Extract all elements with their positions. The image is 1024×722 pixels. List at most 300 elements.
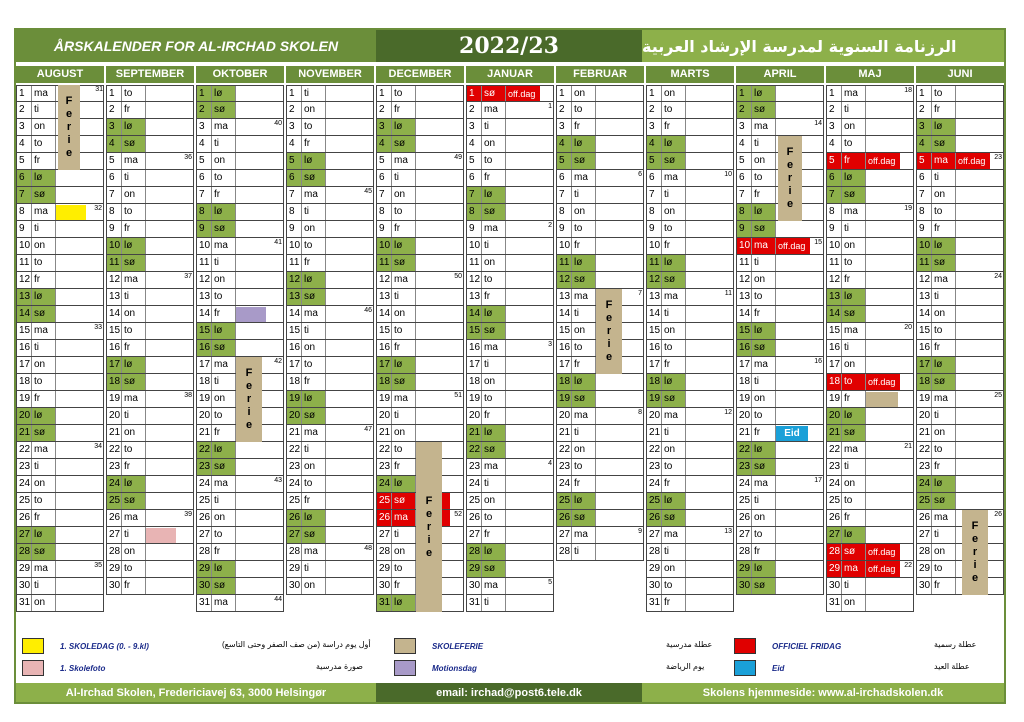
weekday: sø — [122, 493, 146, 509]
day-number: 17 — [827, 357, 842, 373]
day-row — [736, 323, 824, 340]
day-number: 17 — [737, 357, 752, 373]
weekday: fr — [572, 238, 596, 254]
day-number: 11 — [197, 255, 212, 271]
day-number: 24 — [557, 476, 572, 492]
ferie-block — [596, 289, 622, 374]
day-note — [236, 578, 270, 594]
weekday: fr — [482, 289, 506, 305]
day-number: 14 — [647, 306, 662, 322]
weekday: ti — [752, 374, 776, 390]
week-number — [720, 119, 733, 135]
day-number: 3 — [827, 119, 842, 135]
day-number: 7 — [467, 187, 482, 203]
ferie-letter: e — [971, 533, 979, 545]
day-number: 2 — [377, 102, 392, 118]
day-note — [506, 340, 540, 356]
day-row — [196, 476, 284, 493]
day-note — [56, 323, 90, 339]
day-number: 3 — [647, 119, 662, 135]
weekday: ma — [122, 153, 146, 169]
week-number — [630, 391, 643, 407]
week-number — [270, 578, 283, 594]
day-number: 22 — [287, 442, 302, 458]
week-number — [360, 170, 373, 186]
week-number — [270, 221, 283, 237]
week-number — [810, 102, 823, 118]
week-number — [360, 86, 373, 101]
day-note — [56, 561, 90, 577]
week-number — [450, 561, 463, 577]
day-note — [416, 204, 450, 220]
weekday: fr — [482, 170, 506, 186]
day-row — [466, 510, 554, 527]
day-row — [286, 544, 374, 561]
day-note: off.dag — [868, 156, 896, 166]
week-number — [360, 357, 373, 373]
day-note — [236, 153, 270, 169]
day-number: 14 — [17, 306, 32, 322]
weekday: ti — [302, 442, 326, 458]
week-number — [900, 391, 913, 407]
day-row — [196, 510, 284, 527]
weekday: on — [392, 425, 416, 441]
week-number — [270, 102, 283, 118]
legend-official-ar-label: عطلة رسمية — [934, 640, 977, 649]
week-number — [270, 272, 283, 288]
weekday: on — [212, 391, 236, 407]
weekday: on — [392, 544, 416, 560]
weekday: sø — [842, 187, 866, 203]
week-number — [90, 544, 103, 560]
week-number — [540, 595, 553, 611]
day-row — [826, 425, 914, 442]
day-number: 29 — [827, 561, 842, 577]
day-row — [376, 425, 464, 442]
day-row — [736, 493, 824, 510]
week-number: 4 — [548, 460, 552, 467]
day-number: 30 — [647, 578, 662, 594]
weekday: lø — [482, 187, 506, 203]
week-number — [180, 238, 193, 254]
week-number — [540, 238, 553, 254]
day-note — [596, 221, 630, 237]
day-row — [466, 238, 554, 255]
title-left: ÅRSKALENDER FOR AL-IRCHAD SKOLEN — [16, 30, 376, 62]
day-row — [916, 102, 1004, 119]
day-note — [146, 493, 180, 509]
day-row — [646, 425, 734, 442]
day-number: 6 — [17, 170, 32, 186]
day-note — [866, 187, 900, 203]
day-number: 14 — [827, 306, 842, 322]
day-row — [196, 561, 284, 578]
day-number: 28 — [917, 544, 932, 560]
weekday: sø — [212, 459, 236, 475]
day-note — [326, 391, 360, 407]
weekday: ti — [662, 306, 686, 322]
day-number: 12 — [377, 272, 392, 288]
weekday: ti — [122, 289, 146, 305]
day-note — [686, 187, 720, 203]
day-number: 9 — [17, 221, 32, 237]
weekday: lø — [32, 408, 56, 424]
day-row — [376, 374, 464, 391]
week-number — [720, 306, 733, 322]
footer-email[interactable]: email: irchad@post6.tele.dk — [376, 683, 642, 702]
day-number: 15 — [647, 323, 662, 339]
week-number — [540, 561, 553, 577]
week-number — [630, 204, 643, 220]
red-swatch — [734, 638, 756, 654]
day-number: 28 — [377, 544, 392, 560]
ferie-letter: r — [972, 546, 978, 558]
week-number — [630, 119, 643, 135]
day-number: 26 — [17, 510, 32, 526]
weekday: ma — [392, 391, 416, 407]
day-number: 1 — [827, 86, 842, 101]
day-row — [646, 221, 734, 238]
day-note — [416, 86, 450, 101]
week-number — [900, 119, 913, 135]
weekday: fr — [572, 119, 596, 135]
week-number — [360, 527, 373, 543]
weekday: to — [932, 86, 956, 101]
day-row — [16, 374, 104, 391]
weekday: sø — [572, 391, 596, 407]
week-number: 8 — [638, 409, 642, 416]
day-row — [646, 187, 734, 204]
day-row — [736, 272, 824, 289]
weekday: fr — [122, 459, 146, 475]
day-row — [646, 578, 734, 595]
day-row — [16, 510, 104, 527]
day-note — [956, 289, 990, 305]
week-number — [180, 442, 193, 458]
week-number — [630, 340, 643, 356]
weekday: on — [662, 442, 686, 458]
week-number — [630, 323, 643, 339]
footer-website[interactable]: Skolens hjemmeside: www.al-irchadskolen.dk — [642, 683, 1004, 702]
day-note — [596, 153, 630, 169]
weekday: ti — [122, 527, 146, 543]
weekday: lø — [482, 425, 506, 441]
day-row — [16, 289, 104, 306]
day-number: 17 — [17, 357, 32, 373]
weekday: lø — [32, 170, 56, 186]
day-note — [56, 442, 90, 458]
day-number: 21 — [827, 425, 842, 441]
week-number: 52 — [450, 510, 463, 526]
day-note — [776, 544, 810, 560]
week-number — [90, 170, 103, 186]
weekday: fr — [32, 510, 56, 526]
day-row — [826, 442, 914, 459]
day-note — [866, 357, 900, 373]
day-note — [56, 306, 90, 322]
weekday: ti — [302, 323, 326, 339]
day-row — [466, 544, 554, 561]
weekday: fr — [212, 187, 236, 203]
weekday: on — [662, 204, 686, 220]
weekday: ti — [122, 170, 146, 186]
day-row — [556, 527, 644, 544]
day-row — [736, 510, 824, 527]
weekday: ma — [122, 391, 146, 407]
day-row — [466, 255, 554, 272]
weekday: fr — [662, 595, 686, 611]
weekday: ti — [392, 408, 416, 424]
blue-swatch — [734, 660, 756, 676]
week-number — [540, 187, 553, 203]
weekday: to — [932, 442, 956, 458]
day-note — [146, 136, 180, 152]
day-number: 4 — [917, 136, 932, 152]
day-row — [826, 340, 914, 357]
day-number: 1 — [557, 86, 572, 101]
day-number: 23 — [107, 459, 122, 475]
day-number: 2 — [917, 102, 932, 118]
legend-first-day-label: 1. SKOLEDAG (0. - 9.kl) — [60, 641, 149, 651]
week-number — [630, 544, 643, 560]
week-number: 17 — [814, 477, 822, 484]
day-row — [646, 544, 734, 561]
day-number: 18 — [737, 374, 752, 390]
day-row — [916, 255, 1004, 272]
week-number: 13 — [724, 528, 732, 535]
day-number: 3 — [17, 119, 32, 135]
day-number: 24 — [17, 476, 32, 492]
day-number: 3 — [287, 119, 302, 135]
day-number: 14 — [377, 306, 392, 322]
first-schoolday-mark — [56, 205, 86, 220]
day-note — [326, 170, 360, 186]
weekday: sø — [32, 544, 56, 560]
day-number: 21 — [107, 425, 122, 441]
weekday: to — [842, 493, 866, 509]
week-number — [360, 289, 373, 305]
day-row — [196, 119, 284, 136]
day-number: 9 — [197, 221, 212, 237]
weekday: lø — [302, 510, 326, 526]
day-note — [416, 221, 450, 237]
day-number: 15 — [737, 323, 752, 339]
week-number — [180, 119, 193, 135]
day-number: 16 — [377, 340, 392, 356]
day-note — [866, 442, 900, 458]
day-note — [956, 170, 990, 186]
day-number: 16 — [287, 340, 302, 356]
day-number: 4 — [107, 136, 122, 152]
week-number — [90, 493, 103, 509]
day-row — [376, 391, 464, 408]
week-number — [450, 102, 463, 118]
day-row — [826, 85, 914, 102]
week-number — [900, 153, 913, 169]
day-note — [686, 323, 720, 339]
week-number — [360, 578, 373, 594]
day-number: 10 — [827, 238, 842, 254]
day-note — [326, 221, 360, 237]
weekday: to — [392, 323, 416, 339]
day-number: 19 — [287, 391, 302, 407]
day-row — [556, 425, 644, 442]
day-note — [506, 306, 540, 322]
day-note — [866, 459, 900, 475]
day-number: 20 — [197, 408, 212, 424]
month-header: DECEMBER — [376, 66, 464, 83]
day-row — [466, 323, 554, 340]
day-note — [596, 510, 630, 526]
day-row — [106, 272, 194, 289]
day-note — [506, 357, 540, 373]
day-row — [286, 221, 374, 238]
day-note — [416, 187, 450, 203]
week-number — [900, 340, 913, 356]
day-row — [106, 255, 194, 272]
day-note — [326, 442, 360, 458]
day-number: 10 — [647, 238, 662, 254]
day-row — [286, 527, 374, 544]
weekday: on — [32, 357, 56, 373]
day-number: 21 — [737, 425, 752, 441]
day-number: 4 — [287, 136, 302, 152]
day-number: 24 — [827, 476, 842, 492]
day-row — [106, 119, 194, 136]
day-row — [106, 204, 194, 221]
day-row — [646, 170, 734, 187]
weekday: on — [302, 221, 326, 237]
week-number — [900, 306, 913, 322]
day-note — [686, 272, 720, 288]
weekday: ti — [572, 306, 596, 322]
day-note — [596, 102, 630, 118]
week-number — [450, 119, 463, 135]
day-row — [286, 357, 374, 374]
day-number: 19 — [17, 391, 32, 407]
month-grid — [286, 85, 374, 595]
week-number — [630, 510, 643, 526]
day-row — [556, 204, 644, 221]
week-number — [270, 306, 283, 322]
weekday: lø — [662, 255, 686, 271]
day-row — [556, 459, 644, 476]
weekday: lø — [752, 442, 776, 458]
day-number: 8 — [557, 204, 572, 220]
ferie-letter: e — [605, 312, 613, 324]
day-row — [16, 323, 104, 340]
weekday: fr — [392, 102, 416, 118]
weekday: on — [662, 561, 686, 577]
week-number — [270, 425, 283, 441]
day-note — [956, 272, 990, 288]
day-row — [286, 102, 374, 119]
day-note — [56, 374, 90, 390]
day-number: 8 — [737, 204, 752, 220]
day-number: 9 — [287, 221, 302, 237]
day-number: 1 — [197, 86, 212, 101]
day-number: 3 — [197, 119, 212, 135]
weekday: to — [212, 408, 236, 424]
week-number — [450, 340, 463, 356]
week-number — [450, 170, 463, 186]
day-note — [146, 272, 180, 288]
day-note — [236, 86, 270, 101]
day-row — [376, 119, 464, 136]
day-number: 13 — [557, 289, 572, 305]
day-note — [956, 459, 990, 475]
weekday: sø — [302, 289, 326, 305]
day-note — [686, 493, 720, 509]
week-number — [810, 306, 823, 322]
weekday: fr — [752, 187, 776, 203]
day-note — [866, 170, 900, 186]
day-number: 8 — [827, 204, 842, 220]
day-note — [56, 578, 90, 594]
weekday: sø — [932, 493, 956, 509]
day-row — [106, 153, 194, 170]
day-number: 11 — [107, 255, 122, 271]
week-number — [540, 425, 553, 441]
day-row — [376, 323, 464, 340]
day-number: 23 — [467, 459, 482, 475]
weekday: fr — [392, 459, 416, 475]
day-number: 5 — [647, 153, 662, 169]
week-number: 2 — [548, 222, 552, 229]
day-row — [826, 204, 914, 221]
day-row — [916, 187, 1004, 204]
day-row — [196, 221, 284, 238]
weekday: ma — [572, 170, 596, 186]
weekday: to — [932, 323, 956, 339]
day-row — [556, 408, 644, 425]
weekday: on — [752, 272, 776, 288]
day-number: 21 — [17, 425, 32, 441]
month-juni — [916, 66, 1004, 612]
week-number — [360, 442, 373, 458]
day-number: 16 — [17, 340, 32, 356]
day-note — [776, 102, 810, 118]
weekday: lø — [842, 170, 866, 186]
day-note — [416, 357, 450, 373]
week-number — [450, 408, 463, 424]
day-note — [506, 153, 540, 169]
day-number: 3 — [377, 119, 392, 135]
weekday: to — [662, 459, 686, 475]
weekday: on — [842, 595, 866, 611]
day-note — [236, 595, 270, 611]
month-grid — [106, 85, 194, 595]
day-note — [776, 527, 810, 543]
day-number: 19 — [917, 391, 932, 407]
day-row — [736, 527, 824, 544]
weekday: ma — [302, 306, 326, 322]
weekday: fr — [212, 425, 236, 441]
ferie-letter: i — [607, 338, 611, 350]
week-number — [990, 527, 1003, 543]
week-number — [90, 476, 103, 492]
week-number: 15 — [810, 238, 823, 254]
day-number: 6 — [827, 170, 842, 186]
weekday: on — [212, 510, 236, 526]
day-note — [56, 493, 90, 509]
day-number: 16 — [467, 340, 482, 356]
day-number: 4 — [737, 136, 752, 152]
day-number: 2 — [737, 102, 752, 118]
day-number: 1 — [377, 86, 392, 101]
week-number — [540, 510, 553, 526]
weekday: ma — [392, 272, 416, 288]
